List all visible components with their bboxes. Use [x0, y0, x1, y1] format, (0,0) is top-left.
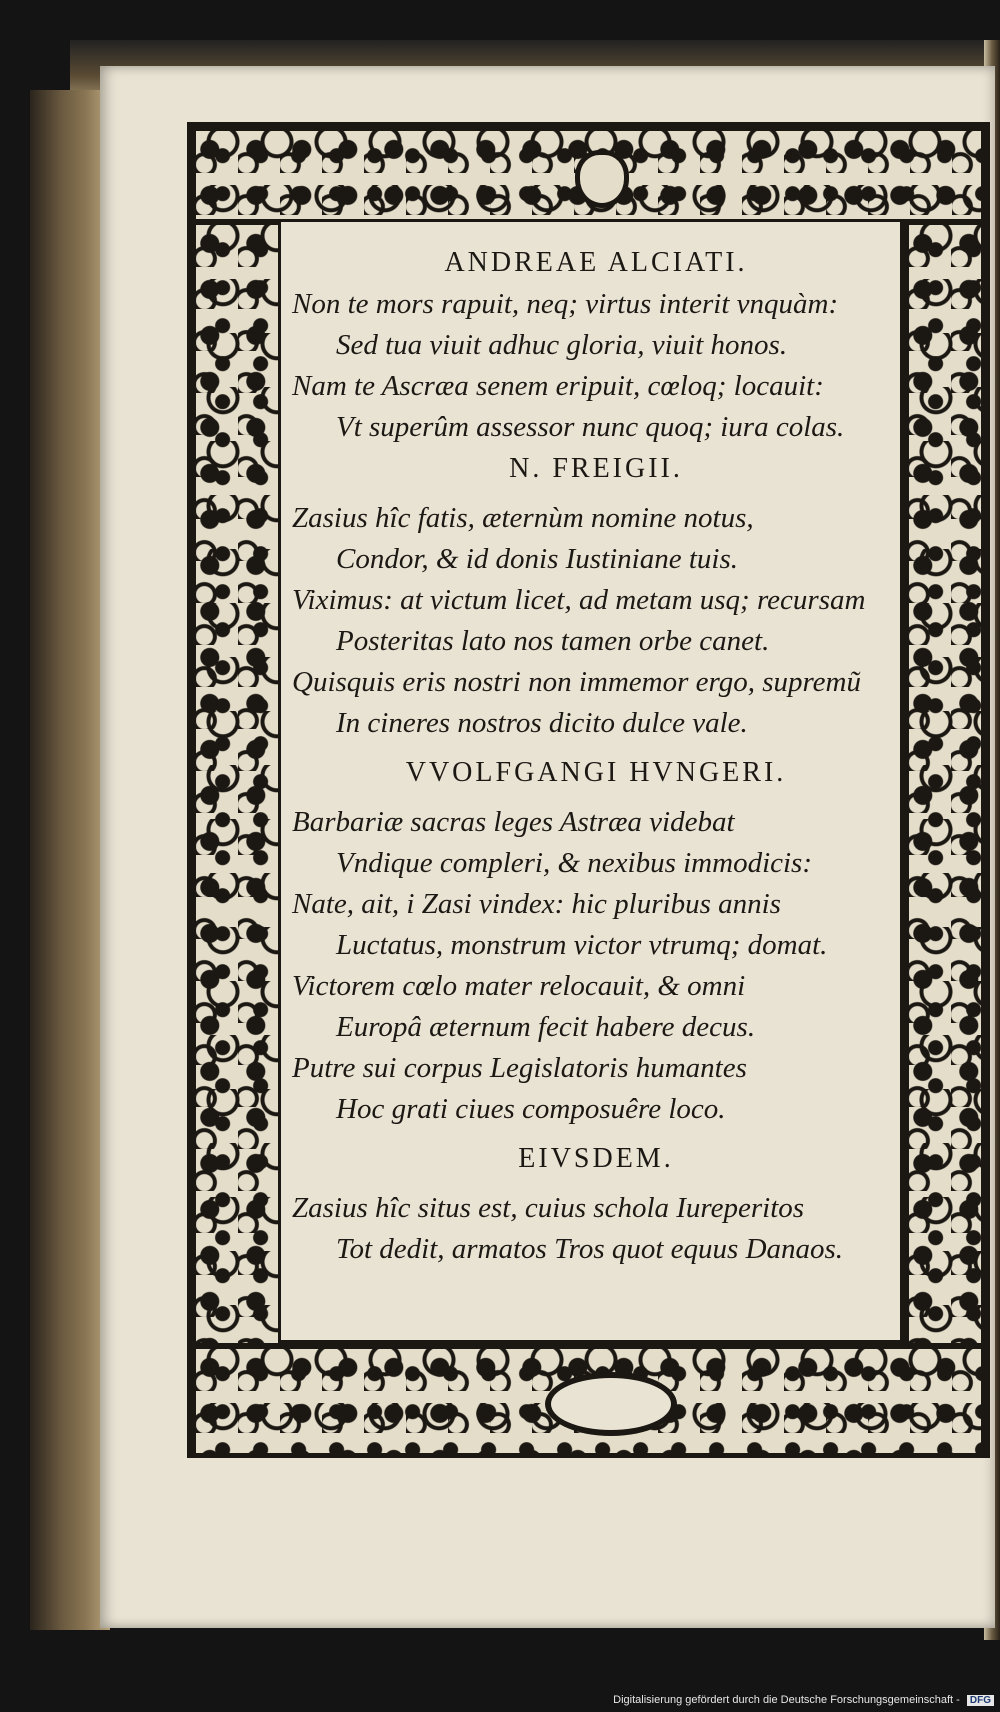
verse-line: Vndique compleri, & nexibus immodicis: — [336, 847, 812, 879]
ornament-border-left — [193, 222, 281, 1346]
verse-line: Condor, & id donis Iustiniane tuis. — [336, 543, 739, 575]
credit-text: Digitalisierung gefördert durch die Deutsche Forschungsgemeinschaft - — [613, 1694, 960, 1706]
section-freigii — [292, 448, 912, 744]
epitaph-text — [292, 222, 912, 1270]
section-heading: EIVSDEM. — [518, 1143, 674, 1174]
verse-line: Europâ æternum fecit habere decus. — [336, 1011, 756, 1043]
section-hungeri — [292, 744, 912, 1130]
verse-line: Luctatus, monstrum victor vtrumq; domat. — [336, 929, 828, 961]
verse-line: Zasius hîc situs est, cuius schola Iureperitos — [292, 1192, 805, 1224]
digitization-credit — [613, 1694, 994, 1706]
verse-line: Quisquis eris nostri non immemor ergo, supremũ — [292, 666, 861, 698]
verse-line: In cineres nostros dicito dulce vale. — [336, 707, 748, 739]
section-heading: N. FREIGII. — [509, 453, 683, 484]
section-heading: ANDREAE ALCIATI. — [444, 247, 748, 278]
section-heading: VVOLFGANGI HVNGERI. — [405, 757, 787, 788]
section-eiusdem — [292, 1130, 912, 1270]
verse-line: Zasius hîc fatis, æternùm nomine notus, — [292, 502, 754, 534]
verse-line: Nam te Ascræa senem eripuit, cœloq; locauit: — [292, 370, 824, 402]
verse-line: Hoc grati ciues composuêre loco. — [336, 1093, 726, 1125]
cartouche-ornament-icon — [545, 1372, 677, 1436]
verse-line: Sed tua viuit adhuc gloria, viuit honos. — [336, 329, 788, 361]
verse-line: Barbariæ sacras leges Astræa videbat — [292, 806, 735, 838]
verse-line: Posteritas lato nos tamen orbe canet. — [336, 625, 770, 657]
book-left-edge — [30, 90, 110, 1630]
verse-line: Nate, ait, i Zasi vindex: hic pluribus annis — [292, 888, 781, 920]
verse-line: Vt superûm assessor nunc quoq; iura colas. — [336, 411, 845, 443]
mask-ornament-icon — [575, 150, 629, 208]
verse-line: Viximus: at victum licet, ad metam usq; recursam — [292, 584, 866, 616]
verse-line: Non te mors rapuit, neq; virtus interit vnquàm: — [292, 288, 839, 320]
section-alciati — [292, 222, 912, 448]
verse-line: Putre sui corpus Legislatoris humantes — [292, 1052, 747, 1084]
dfg-logo-icon: DFG — [967, 1695, 994, 1706]
verse-line: Tot dedit, armatos Tros quot equus Danaos. — [336, 1233, 844, 1265]
verse-line: Victorem cœlo mater relocauit, & omni — [292, 970, 746, 1002]
ornament-border-right — [906, 222, 984, 1346]
